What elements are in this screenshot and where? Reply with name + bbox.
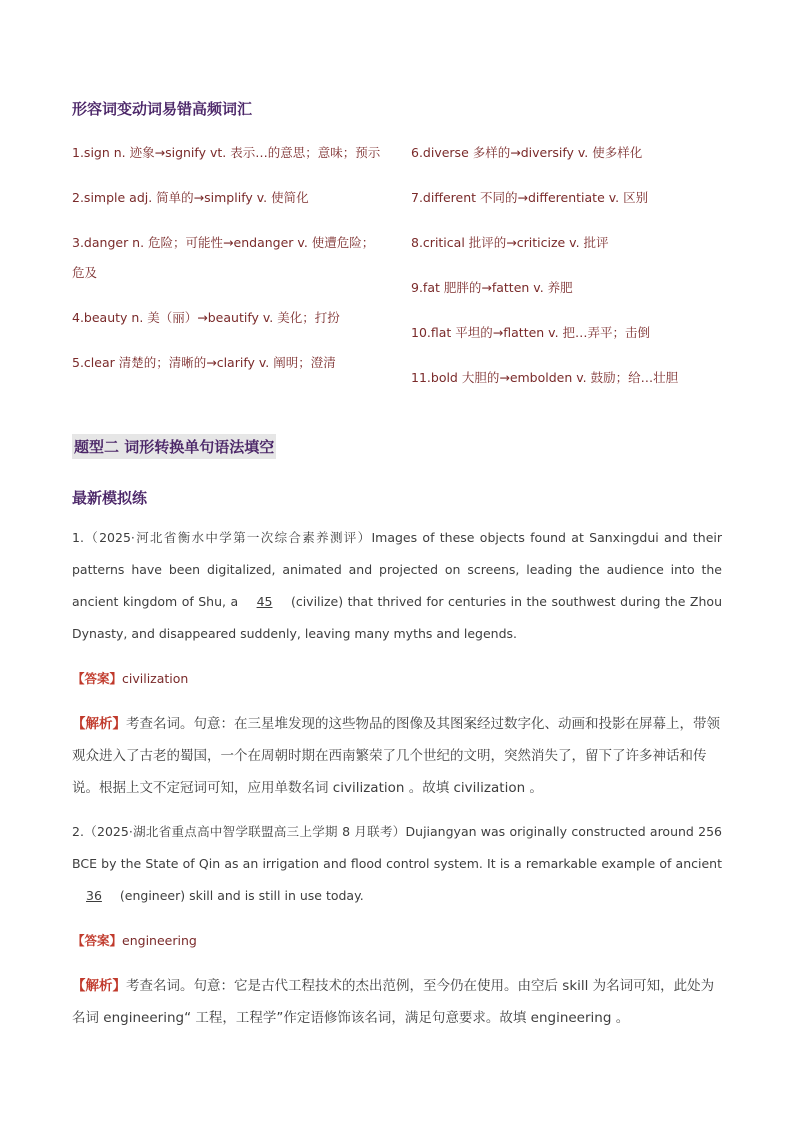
question-text: (civilize) that thrived for centuries in the southwest during the Zhou Dynasty, and disappeared suddenly, leaving many myths and legends. (72, 594, 722, 641)
question-text: 1.（2025·河北省衡水中学第一次综合素养测评）Images of these objects found at Sanxingdui and their patterns have been digitalized, animated and projected on screens, leading the audience into the ancient kingdom of Shu, a (72, 530, 722, 609)
answer-tag: 【答案】 (72, 671, 123, 686)
answer-blank[interactable]: 36 (86, 888, 102, 903)
vocab-item: 6.diverse 多样的→diversify v. 使多样化 (411, 145, 643, 160)
explanation-1 (72, 708, 722, 804)
vocab-item: 3.danger n. 危险；可能性→endanger v. 使遭危险；危及 (72, 235, 375, 280)
vocab-item: 8.critical 批评的→criticize v. 批评 (411, 235, 609, 250)
answer-2 (72, 926, 722, 956)
question-text: 2.（2025·湖北省重点高中智学联盟高三上学期 8 月联考）Dujiangyan was originally constructed around 256 BCE by the State of Qin as an irrigation and flood control system. It is a remarkable example of ancient (72, 824, 722, 871)
answer-blank[interactable]: 45 (256, 594, 273, 609)
vocab-item: 7.different 不同的→differentiate v. 区别 (411, 190, 649, 205)
vocab-item: 10.flat 平坦的→flatten v. 把…弄平；击倒 (411, 325, 651, 340)
vocab-item: 2.simple adj. 简单的→simplify v. 使简化 (72, 190, 309, 205)
explanation-text: 考查名词。句意：它是古代工程技术的杰出范例，至今仍在使用。由空后 skill 为名词可知，此处为名词 engineering“ 工程，工程学”作定语修饰该名词，满足句意要求。故填 engineering 。 (72, 978, 715, 1026)
explanation-tag: 【解析】 (72, 978, 126, 994)
explanation-tag: 【解析】 (72, 716, 126, 732)
vocab-item: 1.sign n. 迹象→signify vt. 表示…的意思；意味；预示 (72, 145, 381, 160)
question-2 (72, 816, 722, 912)
answer-1 (72, 664, 722, 694)
explanation-2 (72, 970, 722, 1034)
section-heading: 题型二 词形转换单句语法填空 (72, 434, 276, 459)
answer-text: civilization (122, 671, 189, 686)
answer-tag: 【答案】 (72, 933, 123, 948)
vocab-list-right (411, 138, 731, 408)
vocab-item: 11.bold 大胆的→embolden v. 鼓励；给…壮胆 (411, 370, 679, 385)
vocab-item: 4.beauty n. 美（丽）→beautify v. 美化；打扮 (72, 310, 340, 325)
question-text: (engineer) skill and is still in use today. (119, 888, 364, 903)
explanation-text: 考查名词。句意：在三星堆发现的这些物品的图像及其图案经过数字化、动画和投影在屏幕上，带领观众进入了古老的蜀国，一个在周朝时期在西南繁荣了几个世纪的文明，突然消失了，留下了许多神话和传说。根据上文不定冠词可知，应用单数名词 civilization 。故填 civilization 。 (72, 716, 720, 796)
question-1 (72, 522, 722, 650)
vocab-list-left (72, 138, 392, 393)
vocab-title: 形容词变动词易错高频词汇 (72, 100, 253, 118)
vocab-item: 9.fat 肥胖的→fatten v. 养肥 (411, 280, 573, 295)
sub-heading: 最新模拟练 (72, 489, 148, 507)
answer-text: engineering (122, 933, 197, 948)
vocab-item: 5.clear 清楚的；清晰的→clarify v. 阐明；澄清 (72, 355, 336, 370)
